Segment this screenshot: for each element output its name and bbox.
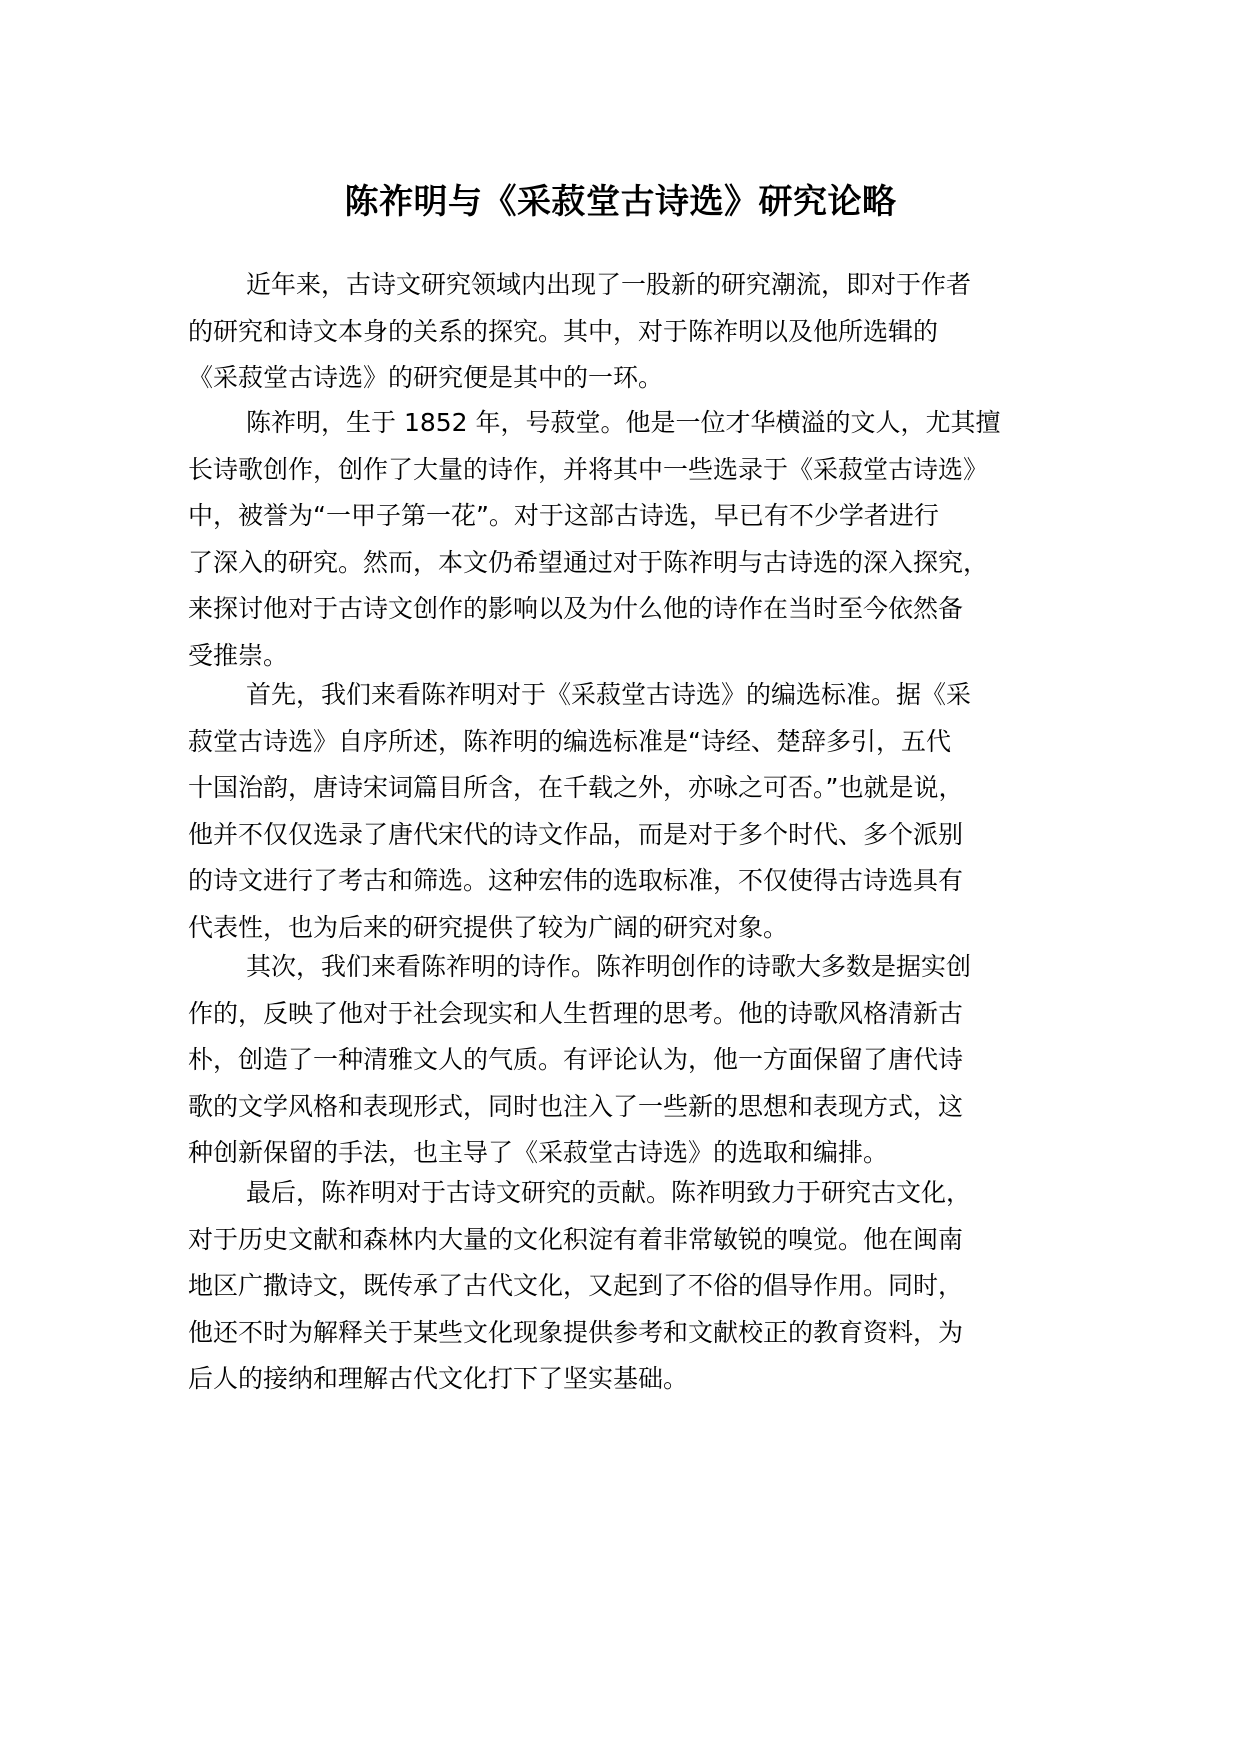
paragraph-line: 菽堂古诗选》自序所述，陈祚明的编选标准是“诗经、楚辞多引，五代 [188,726,951,756]
paragraph-line: 他还不时为解释关于某些文化现象提供参考和文献校正的教育资料，为 [188,1317,964,1347]
paragraph-line: 他并不仅仅选录了唐代宋代的诗文作品，而是对于多个时代、多个派别 [188,819,964,849]
paragraph-3 [188,672,971,951]
paragraph-line: 作的，反映了他对于社会现实和人生哲理的思考。他的诗歌风格清新古 [188,998,964,1028]
paragraph-line: 受推崇。 [188,640,289,670]
paragraph-line: 地区广撒诗文，既传承了古代文化，又起到了不俗的倡导作用。同时， [188,1271,964,1300]
paragraph-line: 代表性，也为后来的研究提供了较为广阔的研究对象。 [188,912,789,942]
paragraph-line: 中，被誉为“一甲子第一花”。对于这部古诗选，早已有不少学者进行 [188,501,939,530]
document-title: 陈祚明与《采菽堂古诗选》研究论略 [344,182,897,222]
paragraph-line: 种创新保留的手法，也主导了《采菽堂古诗选》的选取和编排。 [188,1138,889,1167]
paragraph-line: 了深入的研究。然而，本文仍希望通过对于陈祚明与古诗选的深入探究， [188,547,989,577]
paragraph-line: 后人的接纳和理解古代文化打下了坚实基础。 [188,1364,689,1393]
paragraph-line: 十国治韵，唐诗宋词篇目所含，在千载之外，亦咏之可否。”也就是说， [188,773,964,802]
paragraph-line: 朴，创造了一种清雅文人的气质。有评论认为，他一方面保留了唐代诗 [188,1045,964,1074]
paragraph-line: 的诗文进行了考古和筛选。这种宏伟的选取标准，不仅使得古诗选具有 [188,866,964,895]
paragraph-line: 其次，我们来看陈祚明的诗作。陈祚明创作的诗歌大多数是据实创 [246,952,972,981]
paragraph-line: 最后，陈祚明对于古诗文研究的贡献。陈祚明致力于研究古文化， [246,1178,972,1207]
paragraph-line: 来探讨他对于古诗文创作的影响以及为什么他的诗作在当时至今依然备 [188,594,964,623]
paragraph-line: 《采菽堂古诗选》的研究便是其中的一环。 [188,363,664,392]
paragraph-4 [188,944,971,1177]
paragraph-line: 近年来，古诗文研究领域内出现了一股新的研究潮流，即对于作者 [246,270,972,299]
paragraph-line: 陈祚明，生于 1852 年，号菽堂。他是一位才华横溢的文人，尤其擅 [246,408,1001,437]
paragraph-line: 歌的文学风格和表现形式，同时也注入了一些新的思想和表现方式，这 [188,1091,964,1121]
paragraph-line: 首先，我们来看陈祚明对于《采菽堂古诗选》的编选标准。据《采 [246,680,972,709]
paragraph-5 [188,1170,971,1403]
paragraph-line: 的研究和诗文本身的关系的探究。其中，对于陈祚明以及他所选辑的 [188,316,939,346]
paragraph-2 [188,400,1001,679]
paragraph-line: 对于历史文献和森林内大量的文化积淀有着非常敏锐的嗅觉。他在闽南 [188,1224,964,1254]
paragraph-line: 长诗歌创作，创作了大量的诗作，并将其中一些选录于《采菽堂古诗选》 [188,454,989,484]
paragraph-1 [188,262,971,402]
